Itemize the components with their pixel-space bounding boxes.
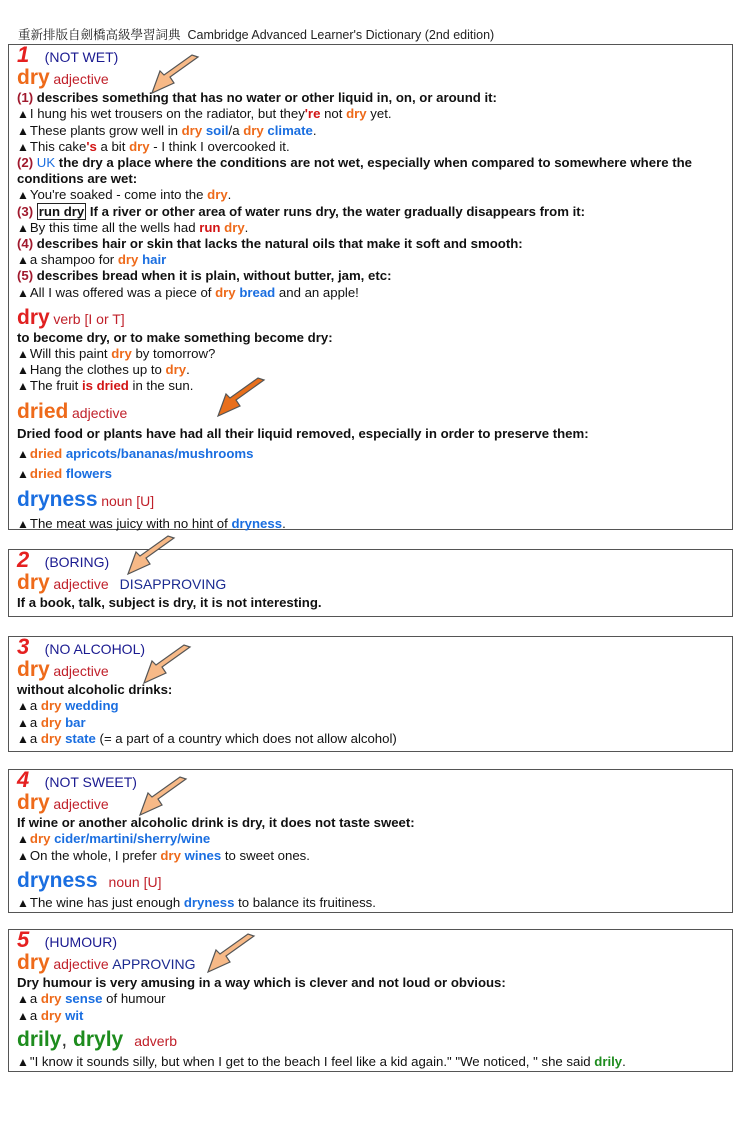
definition: (3) run dry If a river or other area of water runs dry, the water gradually disappears from it: — [17, 203, 586, 219]
example: ▲You're soaked - come into the dry. — [17, 187, 232, 203]
example: ▲The fruit is dried in the sun. — [17, 378, 194, 394]
sense-number: 1 — [17, 42, 30, 67]
headword-line — [17, 951, 724, 975]
example: ▲The wine has just enough dryness to balance its fruitiness. — [17, 894, 376, 910]
definition: (4) describes hair or skin that lacks the natural oils that make it soft and smooth: — [17, 236, 523, 252]
sense-box-2 — [8, 549, 733, 617]
example: ▲a shampoo for dry hair — [17, 252, 167, 268]
definition: without alcoholic drinks: — [17, 682, 173, 698]
example: ▲a dry wedding — [17, 698, 119, 714]
part-of-speech: adjective — [53, 956, 109, 973]
example: ▲a dry wit — [17, 1007, 84, 1023]
example: ▲By this time all the wells had run dry. — [17, 219, 249, 235]
headword-line — [17, 658, 724, 682]
example: ▲These plants grow well in dry soil/a dry climate. — [17, 122, 317, 138]
pointer-arrow-icon — [214, 376, 270, 422]
part-of-speech: noun [U] — [101, 493, 155, 510]
part-of-speech: adjective — [53, 796, 109, 813]
example: ▲On the whole, I prefer dry wines to sweet ones. — [17, 847, 310, 863]
part-of-speech: adjective — [53, 71, 109, 88]
headword: dry — [17, 951, 50, 975]
example: ▲a dry state (= a part of a country which does not allow alcohol) — [17, 730, 397, 746]
headword: dryly — [73, 1027, 124, 1051]
sense-label: (NO ALCOHOL) — [44, 641, 146, 657]
definition: to become dry, or to make something become dry: — [17, 329, 333, 345]
example: ▲The meat was juicy with no hint of dryness. — [17, 516, 286, 532]
sense-label: (NOT SWEET) — [44, 774, 137, 790]
definition: (5) describes bread when it is plain, without butter, jam, etc: — [17, 268, 392, 284]
sense-box-5 — [8, 929, 733, 1072]
headword: dryness — [17, 868, 98, 892]
example: ▲This cake's a bit dry - I think I overcooked it. — [17, 138, 290, 154]
sense-label: (HUMOUR) — [44, 934, 117, 950]
page-header — [18, 25, 494, 43]
example: ▲I hung his wet trousers on the radiator, but they're not dry yet. — [17, 106, 392, 122]
part-of-speech: verb [I or T] — [53, 310, 125, 327]
usage-label: DISAPPROVING — [119, 576, 227, 593]
headword-line — [17, 791, 724, 815]
sense-heading — [17, 42, 724, 67]
sense-number: 5 — [17, 927, 30, 952]
example: ▲dried flowers — [17, 466, 112, 482]
example: ▲dried apricots/bananas/mushrooms — [17, 445, 254, 461]
part-of-speech: adjective — [72, 404, 128, 421]
pointer-arrow-icon — [140, 643, 196, 689]
sense-number: 3 — [17, 634, 30, 659]
example: ▲a dry bar — [17, 714, 86, 730]
headword-line — [17, 488, 724, 512]
headword-line — [17, 400, 724, 424]
definition: If a book, talk, subject is dry, it is not interesting. — [17, 595, 322, 611]
idiom-box: run dry — [38, 203, 85, 219]
example: ▲Hang the clothes up to dry. — [17, 362, 190, 378]
pointer-arrow-icon — [136, 775, 192, 821]
example: ▲"I know it sounds silly, but when I get to the beach I feel like a kid again." "We noticed, " she said drily. — [17, 1053, 626, 1069]
sense-box-3 — [8, 636, 733, 752]
headword: dry — [17, 658, 50, 682]
pointer-arrow-icon — [124, 534, 180, 580]
part-of-speech: adjective — [53, 663, 109, 680]
definition: (2) UK the dry a place where the conditions are not wet, especially when compared to somewhere where the conditions are wet: — [17, 155, 692, 187]
headword: dry — [17, 305, 50, 329]
headword-line — [17, 66, 724, 90]
pointer-arrow-icon — [204, 932, 260, 978]
header-chinese-title: 重新排版自劍橋高級學習詞典 — [18, 28, 181, 42]
headword-line: drily, dryly adverb — [17, 1027, 178, 1051]
usage-label: APPROVING — [112, 956, 196, 973]
headword-line — [17, 869, 724, 893]
headword: dryness — [17, 488, 98, 512]
part-of-speech: adjective — [53, 576, 109, 593]
definition: If wine or another alcoholic drink is dry, it does not taste sweet: — [17, 815, 415, 831]
example: ▲Will this paint dry by tomorrow? — [17, 346, 216, 362]
example: ▲All I was offered was a piece of dry bread and an apple! — [17, 284, 359, 300]
example: ▲a dry sense of humour — [17, 991, 166, 1007]
sense-heading — [17, 767, 724, 792]
part-of-speech: adverb — [134, 1032, 178, 1049]
sense-number: 2 — [17, 547, 30, 572]
headword-line — [17, 306, 724, 330]
header-english-title: Cambridge Advanced Learner's Dictionary (2nd edition) — [187, 28, 495, 42]
definition: Dry humour is very amusing in a way which is clever and not loud or obvious: — [17, 975, 506, 991]
sense-box-4 — [8, 769, 733, 913]
sense-label: (BORING) — [44, 554, 110, 570]
pointer-arrow-icon — [148, 53, 204, 99]
headword: dry — [17, 791, 50, 815]
sense-number: 4 — [17, 767, 30, 792]
headword: dry — [17, 66, 50, 90]
sense-heading — [17, 927, 724, 952]
definition: Dried food or plants have had all their liquid removed, especially in order to preserve them: — [17, 425, 589, 441]
headword: dried — [17, 399, 69, 423]
sense-heading — [17, 634, 724, 659]
headword: drily — [17, 1027, 62, 1051]
headword: dry — [17, 571, 50, 595]
example: ▲dry cider/martini/sherry/wine — [17, 831, 211, 847]
definition: (1) describes something that has no water or other liquid in, on, or around it: — [17, 90, 497, 106]
part-of-speech: noun [U] — [108, 873, 162, 890]
sense-label: (NOT WET) — [44, 49, 119, 65]
sense-box-1 — [8, 44, 733, 530]
